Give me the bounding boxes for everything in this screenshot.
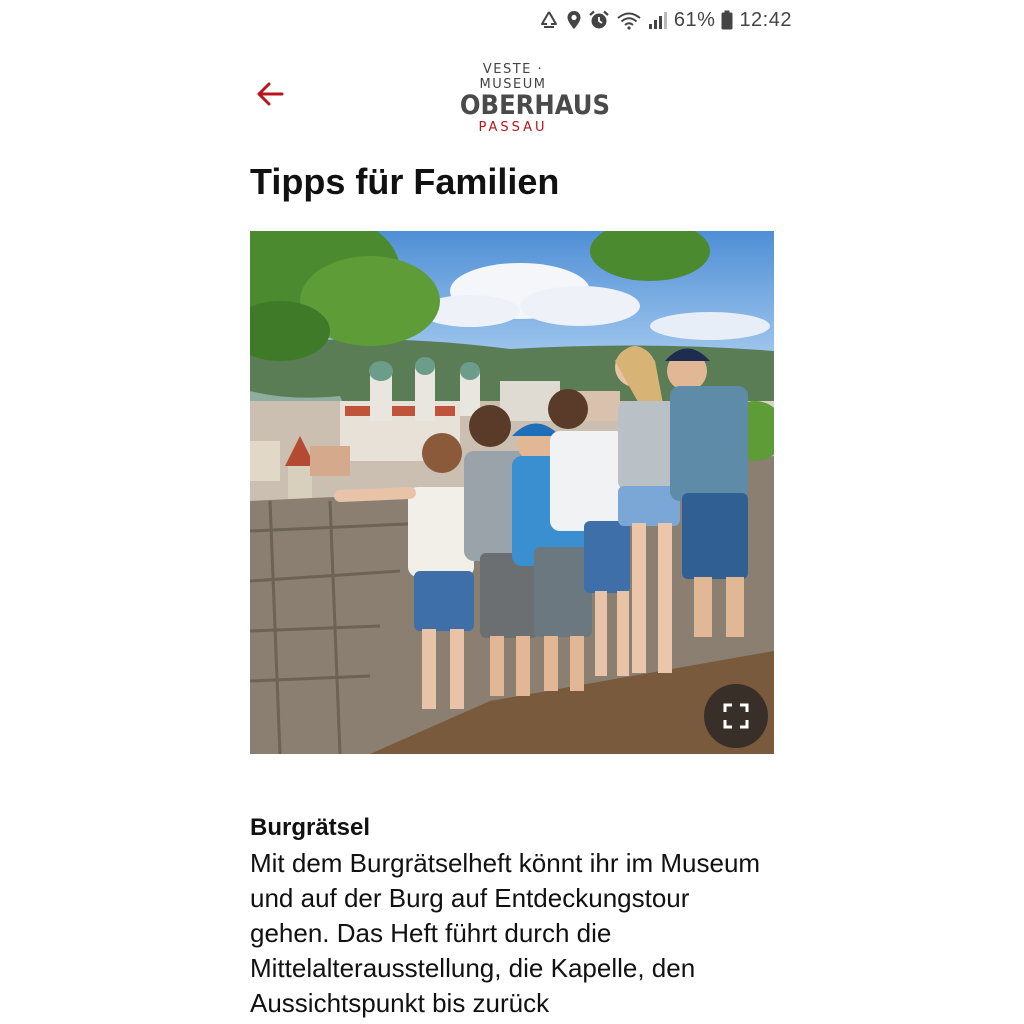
section-title: Burgrätsel [250,814,371,841]
clock-time: 12:42 [739,8,792,31]
app-header [250,60,774,135]
sync-icon [538,10,560,30]
logo-line-1: VESTE · MUSEUM [479,62,547,92]
fullscreen-icon [723,703,749,729]
battery-icon [721,10,733,30]
signal-icon [648,10,668,30]
wifi-icon [616,10,642,30]
museum-logo [454,62,611,135]
logo-line-3: PASSAU [478,120,548,135]
arrow-left-icon [254,78,286,110]
family-photo[interactable] [250,231,774,754]
battery-percent: 61% [673,8,716,31]
fullscreen-button[interactable] [704,684,768,748]
article-section [250,812,774,1021]
alarm-icon [588,10,610,30]
page-title: Tipps für Familien [250,161,560,202]
logo-line-2: OBERHAUS [459,90,611,121]
photo-illustration [250,231,774,754]
section-body: Mit dem Burgrätselheft könnt ihr im Museum und auf der Burg auf Entdeckungstour gehen. Das Heft führt durch die Mittelalterausstellung, die Kapelle, den Aussichtspunkt bis zurück [250,848,761,1018]
status-bar [538,6,792,34]
back-button[interactable] [250,74,290,114]
location-icon [566,10,582,30]
